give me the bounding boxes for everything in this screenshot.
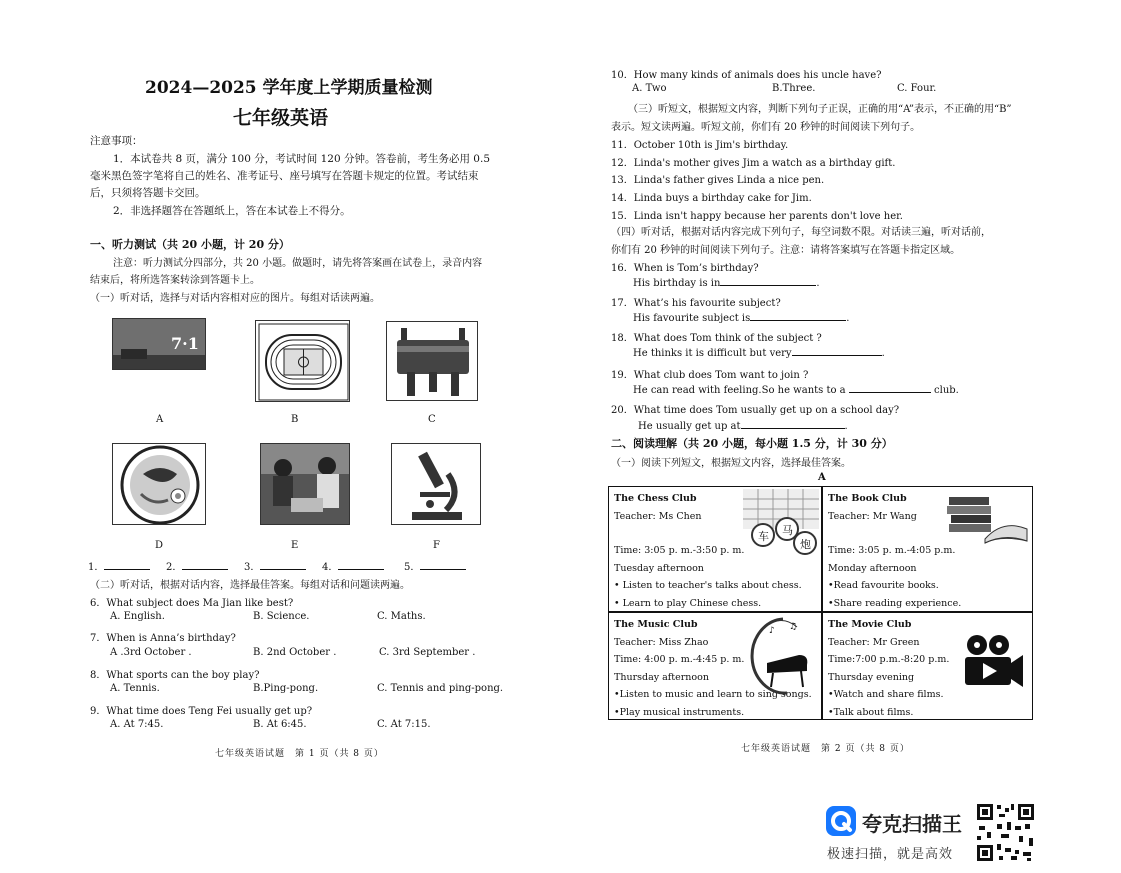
option-b: B. Science. — [253, 611, 310, 622]
fill-question: 19．What club does Tom want to join ? — [611, 370, 809, 381]
option-a: A. At 7:45. — [110, 719, 164, 730]
club-table — [608, 486, 1033, 720]
picture-a — [112, 318, 206, 370]
pic-label: E — [291, 540, 299, 551]
club-activity: • Listen to teacher's talks about chess. — [614, 580, 802, 591]
books-icon — [945, 489, 1031, 545]
piano-music-icon — [747, 615, 819, 697]
club-time: Time: 4:00 p. m.-4:45 p. m. — [614, 654, 745, 665]
question-text: 10．How many kinds of animals does his uncle have? — [611, 70, 882, 81]
answer-blank-5: 5． — [404, 558, 466, 573]
tf-item: 13．Linda's father gives Linda a nice pen. — [611, 175, 825, 186]
part3-instruction: （三）听短文，根据短文内容，判断下列句子正误，正确的用“A”表示，不正确的用“B” — [628, 104, 1012, 115]
notice-line: 2．非选择题答在答题纸上，答在本试卷上不得分。 — [113, 205, 351, 217]
club-activity: •Watch and share films. — [828, 689, 944, 700]
part4-instruction: 你们有 20 秒钟的时间阅读下列句子。注意：请将答案填写在答题卡指定区域。 — [611, 245, 961, 256]
page-footer: 七年级英语试题 第 1 页（共 8 页） — [215, 749, 384, 759]
notice-line: 1．本试卷共 8 页，满分 100 分，考试时间 120 分钟。答卷前，考生务必用 0.5 — [113, 153, 491, 165]
stadium-icon — [256, 321, 350, 402]
pic-label: A — [156, 414, 164, 425]
pic-label: C — [428, 414, 436, 425]
question-text: 8．What sports can the boy play? — [90, 670, 260, 681]
picture-b — [255, 320, 350, 402]
answer-blank-4: 4． — [322, 558, 384, 573]
party-anniversary-icon — [113, 319, 206, 370]
part4-instruction: （四）听对话，根据对话内容完成下列句子，每空词数不限。对话读三遍，听对话前， — [611, 227, 991, 238]
picture-f — [391, 443, 481, 525]
picture-d — [112, 443, 206, 525]
tf-item: 12．Linda's mother gives Jim a watch as a birthday gift. — [611, 158, 896, 169]
question-text: 6．What subject does Ma Jian like best? — [90, 598, 294, 609]
option-b: B. At 6:45. — [253, 719, 307, 730]
chess-piece-char: 炮 — [800, 538, 811, 551]
option-c: C. 3rd September . — [379, 647, 476, 658]
club-time: Time: 3:05 p. m.-4:05 p.m. — [828, 545, 956, 556]
reading-part1-instruction: （一）阅读下列短文，根据短文内容，选择最佳答案。 — [611, 458, 851, 469]
page-footer: 七年级英语试题 第 2 页（共 8 页） — [741, 744, 910, 754]
movie-camera-icon — [961, 633, 1025, 689]
answer-blank-3: 3． — [244, 558, 306, 573]
option-c: C. Maths. — [377, 611, 426, 622]
club-time: Time: 3:05 p. m.-3:50 p. m. — [614, 545, 745, 556]
microscope-icon — [392, 444, 481, 525]
chinese-chess-icon — [743, 489, 819, 557]
club-teacher: Teacher: Miss Zhao — [614, 636, 709, 648]
part3-instruction: 表示。短文读两遍。听短文前，你们有 20 秒钟的时间阅读下列句子。 — [611, 122, 921, 133]
answer-blank-2: 2． — [166, 558, 228, 573]
fill-answer-line: He can read with feeling.So he wants to a club. — [633, 385, 959, 396]
passage-label: A — [818, 472, 826, 483]
tf-item: 11．October 10th is Jim's birthday. — [611, 140, 789, 151]
club-activity: •Play musical instruments. — [614, 706, 745, 718]
option-b: B. 2nd October . — [253, 647, 337, 658]
club-teacher: Teacher: Mr Green — [828, 636, 920, 648]
club-activity: •Read favourite books. — [828, 580, 939, 591]
club-activity: •Talk about films. — [828, 706, 914, 718]
listening-note: 结束后，将所选答案转涂到答题卡上。 — [90, 275, 260, 286]
club-activity: •Listen to music and learn to sing songs. — [614, 689, 812, 700]
fill-answer-line: He thinks it is difficult but very . — [633, 348, 885, 359]
tf-item: 14．Linda buys a birthday cake for Jim. — [611, 193, 812, 204]
option-c: C. At 7:15. — [377, 719, 431, 730]
part1-instruction: （一）听对话，选择与对话内容相对应的图片。每组对话读两遍。 — [90, 293, 380, 304]
fill-answer-line: He usually get up at . — [638, 421, 848, 432]
chess-piece-char: 马 — [782, 524, 793, 537]
answer-blank-1: 1． — [88, 558, 150, 573]
brand-name: 夸克扫描王 — [862, 812, 962, 836]
club-teacher: Teacher: Ms Chen — [614, 510, 702, 522]
fill-question: 16．When is Tom’s birthday? — [611, 263, 759, 274]
qr-code-icon — [975, 802, 1036, 863]
exam-subtitle: 七年级英语 — [233, 107, 329, 129]
svg-text:♫: ♫ — [789, 622, 798, 632]
picture-c — [386, 321, 478, 401]
pic-label: B — [291, 414, 299, 425]
chess-players-icon — [261, 444, 350, 525]
brand-slogan: 极速扫描，就是高效 — [827, 847, 954, 862]
option-b: B.Ping-pong. — [253, 683, 319, 694]
fill-answer-line: His favourite subject is . — [633, 313, 850, 324]
noodle-bowl-icon — [113, 444, 206, 525]
fill-question: 18．What does Tom think of the subject ? — [611, 333, 822, 344]
option-a: A. Tennis. — [110, 683, 160, 694]
fill-question: 20．What time does Tom usually get up on a school day? — [611, 405, 900, 416]
notice-title: 注意事项： — [90, 135, 143, 147]
club-name: The Music Club — [614, 619, 698, 630]
svg-text:♪: ♪ — [769, 626, 775, 636]
option-a: A. English. — [110, 611, 165, 622]
club-day: Thursday evening — [828, 671, 915, 683]
club-name: The Movie Club — [828, 619, 912, 630]
tf-item: 15．Linda isn't happy because her parents don't love her. — [611, 211, 903, 222]
exam-title: 2024—2025 学年度上学期质量检测 — [145, 78, 433, 98]
quark-logo-icon — [826, 806, 856, 836]
question-text: 7．When is Anna’s birthday? — [90, 633, 236, 644]
chess-piece-char: 车 — [758, 530, 769, 543]
question-text: 9．What time does Teng Fei usually get up? — [90, 706, 313, 717]
option-c: C. Four. — [897, 83, 937, 94]
option-c: C. Tennis and ping-pong. — [377, 683, 504, 694]
club-name: The Chess Club — [614, 493, 697, 504]
bronze-cauldron-icon — [387, 322, 478, 401]
club-teacher: Teacher: Mr Wang — [828, 510, 917, 522]
pic-a-caption: 7·1 — [171, 334, 199, 353]
fill-question: 17．What’s his favourite subject? — [611, 298, 781, 309]
option-b: B.Three. — [772, 83, 816, 94]
section-reading-heading: 二、阅读理解（共 20 小题，每小题 1.5 分，计 30 分） — [611, 437, 893, 450]
picture-e — [260, 443, 350, 525]
club-activity: • Learn to play Chinese chess. — [614, 597, 762, 609]
club-day: Thursday afternoon — [614, 671, 709, 683]
notice-line: 毫米黑色签字笔将自己的姓名、准考证号、座号填写在答题卡规定的位置。考试结束 — [90, 170, 479, 182]
pic-label: F — [433, 540, 440, 551]
listening-note: 注意：听力测试分四部分，共 20 小题。做题时，请先将答案画在试卷上，录音内容 — [113, 258, 483, 269]
notice-line: 后，只须将答题卡交回。 — [90, 187, 206, 199]
fill-answer-line: His birthday is in . — [633, 278, 820, 289]
section-listening-heading: 一、听力测试（共 20 小题，计 20 分） — [90, 238, 290, 251]
club-time: Time:7:00 p.m.-8:20 p.m. — [828, 654, 950, 665]
club-day: Tuesday afternoon — [614, 562, 704, 574]
option-a: A. Two — [632, 83, 667, 94]
club-activity: •Share reading experience. — [828, 597, 962, 609]
option-a: A .3rd October . — [110, 647, 192, 658]
pic-label: D — [155, 540, 164, 551]
club-day: Monday afternoon — [828, 562, 917, 574]
club-name: The Book Club — [828, 493, 907, 504]
part2-instruction: （二）听对话，根据对话内容，选择最佳答案。每组对话和问题读两遍。 — [90, 580, 410, 591]
